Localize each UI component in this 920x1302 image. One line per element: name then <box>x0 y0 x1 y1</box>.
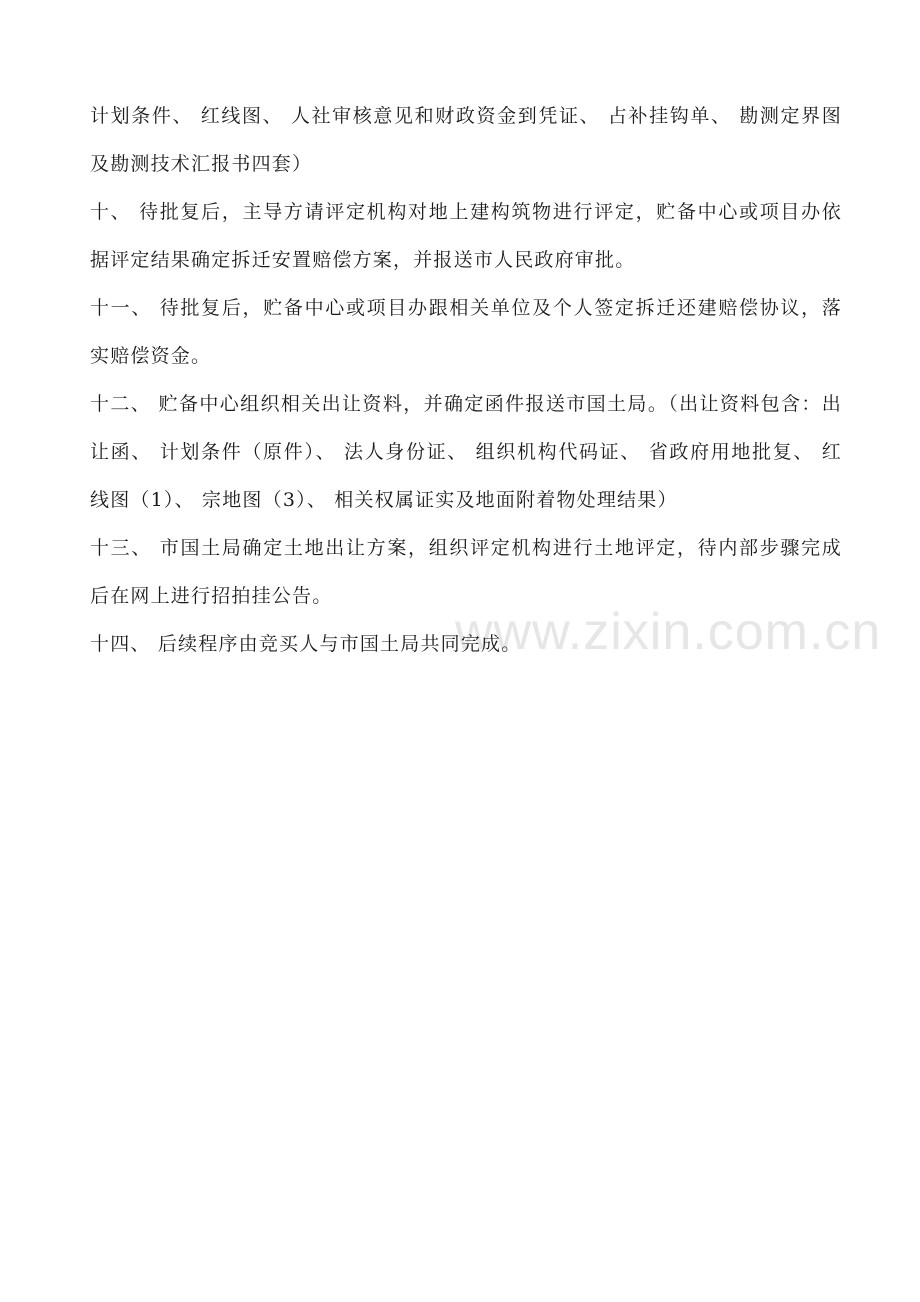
paragraph-continuation: 计划条件、 红线图、 人社审核意见和财政资金到凭证、 占补挂钩单、 勘测定界图及勘测技术汇报书四套） <box>90 105 842 175</box>
watermark-text: www.zixin.com.cn <box>455 603 882 661</box>
paragraph-item-10: 十、 待批复后，主导方请评定机构对地上建构筑物进行评定，贮备中心或项目办依据评定结果确定拆迁安置赔偿方案，并报送市人民政府审批。 <box>90 201 842 271</box>
paragraph-item-14: 十四、 后续程序由竞买人与市国土局共同完成。 <box>90 633 522 655</box>
paragraph-item-13: 十三、 市国土局确定土地出让方案，组织评定机构进行土地评定，待内部步骤完成后在网上进行招拍挂公告。 <box>90 537 842 607</box>
paragraph-item-11: 十一、 待批复后，贮备中心或项目办跟相关单位及个人签定拆迁还建赔偿协议，落实赔偿资金。 <box>90 297 842 367</box>
document-body <box>90 92 842 668</box>
paragraph-item-12: 十二、 贮备中心组织相关出让资料，并确定函件报送市国土局。（出让资料包含：出让函、 计划条件（原件）、 法人身份证、 组织机构代码证、 省政府用地批复、 红线图（1）、 宗地图（3）、 相关权属证实及地面附着物处理结果） <box>90 393 842 511</box>
